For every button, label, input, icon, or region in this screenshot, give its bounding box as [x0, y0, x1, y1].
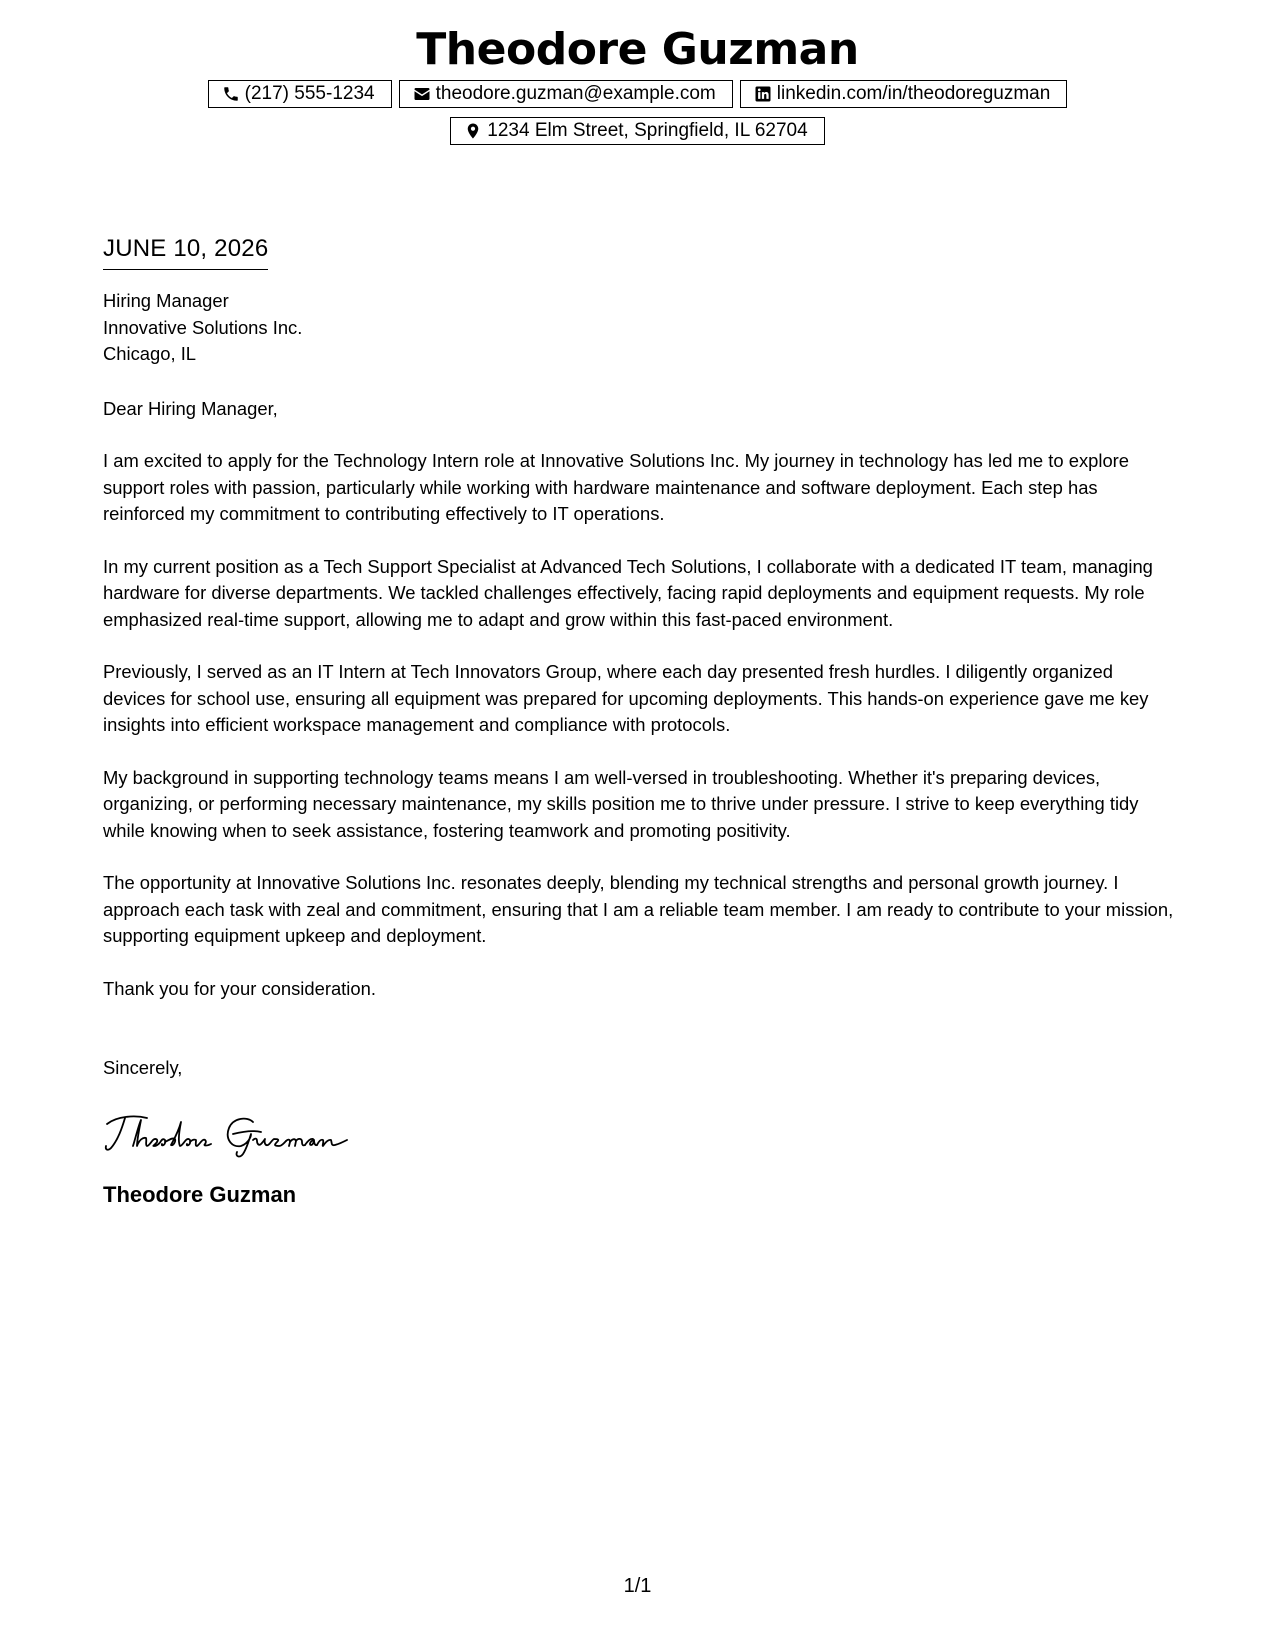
body-paragraph: Previously, I served as an IT Intern at Tech Innovators Group, where each day presented fresh hurdles. I diligently organized devices for school use, ensuring all equipment was prepared for upcoming deployments. This hands-on experience gave me key insights into efficient workspace management and compliance with protocols. — [103, 661, 1149, 735]
body-paragraph: My background in supporting technology teams means I am well-versed in troubleshooting. Whether it's preparing devices, organizing, or performing necessary maintenance, my skills position me to thrive under pressure. I strive to keep everything tidy while knowing when to seek assistance, fostering teamwork and promoting positivity. — [103, 766, 1139, 841]
address-chip — [450, 117, 824, 145]
linkedin-text: linkedin.com/in/theodoreguzman — [776, 83, 1051, 104]
signature-drawing — [103, 1110, 373, 1160]
phone-text: (217) 555-1234 — [244, 83, 375, 104]
signature-printed-name: Theodore Guzman — [103, 1181, 297, 1207]
phone-chip — [208, 80, 392, 108]
email-chip — [399, 80, 733, 108]
page-number: 1/1 — [623, 1575, 652, 1597]
contact-row-secondary — [0, 117, 1275, 145]
body-paragraph: I am excited to apply for the Technology Intern role at Innovative Solutions Inc. My journey in technology has led me to explore support roles with passion, particularly while working with hardware maintenance and software deployment. Each step has reinforced my commitment to contributing effectively to IT operations. — [103, 450, 1130, 524]
recipient-title: Hiring Manager — [103, 290, 229, 311]
map-pin-icon — [463, 121, 483, 141]
handwritten-signature — [103, 1110, 1178, 1160]
body-paragraph: In my current position as a Tech Support Specialist at Advanced Tech Solutions, I collaborate with a dedicated IT team, managing hardware for diverse departments. We tackled challenges effectively, facing rapid deployments and equipment requests. My role emphasized real-time support, allowing me to adapt and grow within this fast-paced environment. — [103, 555, 1153, 630]
recipient-location: Chicago, IL — [103, 343, 197, 364]
salutation: Dear Hiring Manager, — [103, 397, 278, 419]
recipient-block — [103, 288, 1178, 368]
recipient-company: Innovative Solutions Inc. — [103, 316, 303, 338]
letter-date: JUNE 10, 2026 — [103, 232, 268, 270]
address-text: 1234 Elm Street, Springfield, IL 62704 — [487, 120, 808, 141]
contact-row-primary — [0, 80, 1275, 108]
email-text: theodore.guzman@example.com — [435, 83, 716, 104]
body-paragraph: The opportunity at Innovative Solutions Inc. resonates deeply, blending my technical strengths and personal growth journey. I approach each task with zeal and commitment, ensuring that I am a reliable team member. I am ready to contribute to your mission, supporting equipment upkeep and deployment. — [103, 872, 1174, 946]
phone-icon — [221, 84, 241, 104]
letter-body — [103, 232, 1178, 1210]
applicant-name-heading: Theodore Guzman — [416, 24, 859, 75]
closing-line: Sincerely, — [103, 1057, 183, 1078]
thanks-line: Thank you for your consideration. — [103, 977, 376, 999]
linkedin-chip — [740, 80, 1068, 108]
envelope-icon — [412, 84, 432, 104]
linkedin-icon — [753, 84, 773, 104]
